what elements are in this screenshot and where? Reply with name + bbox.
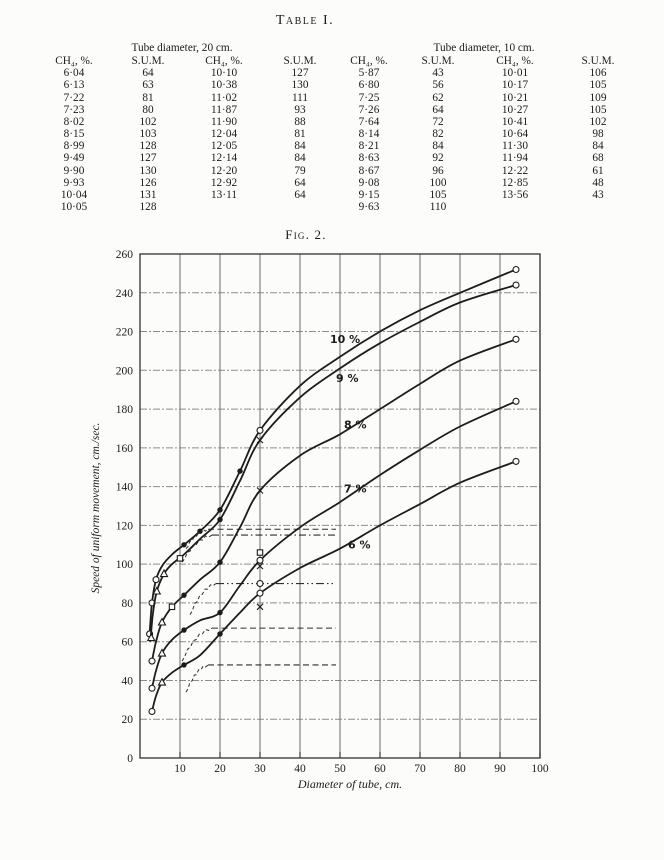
table-cell: 9·93 [63,176,85,189]
limit-connector [190,584,216,615]
open-circle-marker [513,282,519,288]
table-cell: 12·22 [501,164,529,177]
table-cell: 64 [432,103,444,116]
table-cell [470,201,560,213]
table-cell: 43 [592,188,604,201]
table-cell: 11·87 [211,103,237,116]
table-cell: 10·10 [210,67,238,80]
table-title: Table I. [275,13,335,28]
table-cell: 10·17 [501,79,529,92]
x-tick-label: 100 [531,762,549,775]
table-col-header: CH₄, %. [350,55,388,68]
series-label: 7 % [344,482,367,496]
table-cell: 43 [432,67,444,80]
table-cell: 105 [589,79,607,92]
series-label: 10 % [330,333,361,347]
data-table [32,42,636,213]
table-cell: 105 [429,188,447,201]
table-cell: 103 [139,128,157,141]
table-cell: 12·05 [210,140,238,153]
x-axis-label: Diameter of tube, cm. [297,776,403,791]
table-cell: 8·63 [358,152,380,165]
square-marker [257,550,262,555]
filled-circle-marker [181,592,186,597]
table-cell: 10·04 [60,188,88,201]
table-cell: 11·02 [211,91,237,104]
filled-circle-marker [217,517,222,522]
open-circle-marker [153,577,159,583]
table-cell: 6·80 [358,79,380,92]
table-cell: 9·90 [63,164,85,177]
table-cell: 7·22 [63,91,85,104]
table-col-header: CH₄, %. [496,55,534,68]
table-cell: 84 [432,140,444,153]
y-tick-label: 260 [115,249,133,261]
y-tick-label: 240 [115,287,133,300]
table-cell: 7·25 [358,91,380,104]
y-tick-label: 40 [121,675,133,688]
y-axis-label: Speed of uniform movement, cm./sec. [90,422,102,594]
y-tick-label: 200 [115,365,133,378]
x-tick-label: 80 [454,762,466,775]
series-curve [152,401,516,688]
limit-connector [186,529,208,548]
y-tick-label: 80 [121,597,133,610]
table-cell: 10·41 [501,115,529,128]
table-cell: 84 [294,140,306,153]
table-cell: 79 [294,164,306,177]
table-cell: 7·26 [358,103,380,116]
table-cell: 7·64 [358,115,380,128]
series-6pct [149,458,519,714]
limit-connector [186,665,208,692]
table-cell: 9·08 [358,176,380,189]
y-tick-label: 0 [127,752,133,765]
x-tick-label: 50 [334,762,346,775]
table-cell: 93 [294,103,306,116]
filled-circle-marker [217,560,222,565]
table-col-header: CH₄, %. [205,55,243,68]
table-cell: 106 [589,67,607,80]
table-cell: 13·56 [501,188,529,201]
table-cell [268,201,332,213]
table-cell: 128 [139,140,157,153]
table-cell: 81 [142,91,154,104]
series-label: 8 % [344,418,367,432]
x-tick-label: 30 [254,762,266,775]
table-cell: 61 [592,164,604,177]
x-tick-label: 20 [214,762,226,775]
x-tick-label: 10 [174,762,186,775]
table-cell: 100 [429,176,447,189]
filled-circle-marker [197,528,202,533]
x-tick-label: 70 [414,762,426,775]
open-circle-marker [513,458,519,464]
y-tick-label: 140 [115,481,133,494]
y-tick-label: 160 [115,442,133,455]
filled-circle-marker [217,507,222,512]
table-cell: 11·90 [211,115,237,128]
open-circle-marker [149,685,155,691]
filled-circle-marker [181,627,186,632]
y-tick-label: 60 [121,636,133,649]
table-cell: 7·23 [63,103,85,116]
table-cell: 12·20 [210,164,238,177]
table-cell: 10·38 [210,79,238,92]
table-cell: 80 [142,103,154,116]
table-cell: 72 [432,115,444,128]
table-col-header: CH₄, %. [55,55,93,68]
table-cell: 13·11 [211,188,237,201]
table-cell: 10·01 [501,67,529,80]
y-tick-label: 120 [115,520,133,533]
open-circle-marker [149,708,155,714]
table-cell: 10·21 [501,91,529,104]
table-cell: 12·04 [210,128,238,141]
chart-svg [0,246,664,798]
table-cell: 84 [592,140,604,153]
x-tick-label: 90 [494,762,506,775]
table-cell: 62 [432,91,444,104]
table-cell: 81 [294,128,306,141]
chart-grid [140,254,540,758]
open-circle-marker [149,658,155,664]
table-cell: 10·05 [60,201,88,214]
table-cell: 9·49 [63,152,85,165]
table-cell: 8·02 [63,115,85,128]
table-cell: 128 [139,201,157,214]
open-circle-marker [257,590,263,596]
table-cell: 92 [432,152,444,165]
table-cell: 48 [592,176,604,189]
figure-section [0,225,664,825]
table-cell: 9·63 [358,201,380,214]
series-label: 6 % [348,538,371,552]
x-tick-label: 60 [374,762,386,775]
table-cell: 88 [294,115,306,128]
table-group-header-10cm: Tube diameter, 10 cm. [433,42,535,54]
triangle-marker [159,619,166,626]
table-cell: 130 [291,79,309,92]
filled-circle-marker [181,542,186,547]
table-col-header: S.U.M. [131,55,165,68]
table-cell: 56 [432,79,444,92]
y-tick-label: 180 [115,404,133,417]
table-cell [180,201,268,213]
table-cell: 9·15 [358,188,380,201]
table-cell: 111 [291,91,309,104]
y-tick-label: 20 [121,714,133,727]
table-col-header: S.U.M. [283,55,317,68]
table-cell: 68 [592,152,604,165]
filled-circle-marker [217,610,222,615]
table-cell: 8·21 [358,140,380,153]
table-cell [560,201,636,213]
table-cell: 84 [294,152,306,165]
table-cell: 8·14 [358,128,380,141]
square-marker [177,556,182,561]
y-tick-label: 220 [115,326,133,339]
table-col-header: S.U.M. [581,55,615,68]
table-cell: 109 [589,91,607,104]
table-cell: 82 [432,128,444,141]
series-curve [152,461,516,711]
axis-tick-labels [116,249,549,775]
table-cell: 64 [294,176,306,189]
table-cell: 130 [139,164,157,177]
series-8pct [149,336,519,664]
open-circle-marker [513,398,519,404]
table-cell: 64 [142,67,154,80]
filled-circle-marker [237,468,242,473]
table-group-header-20cm: Tube diameter, 20 cm. [131,42,233,54]
series-label: 9 % [336,371,359,385]
table-cell: 63 [142,79,154,92]
table-cell: 102 [139,115,157,128]
table-cell: 12·92 [210,176,238,189]
limit-connector [182,628,212,661]
table-col-header: S.U.M. [421,55,455,68]
table-cell: 8·99 [63,140,85,153]
filled-circle-marker [217,631,222,636]
series-curve [152,339,516,661]
table-cell: 126 [139,176,157,189]
table-cell: 11·94 [502,152,528,165]
table-section [0,0,664,213]
filled-circle-marker [181,662,186,667]
table-cell: 127 [291,67,309,80]
table-cell: 10·64 [501,128,529,141]
table-cell: 8·67 [358,164,380,177]
table-cell: 110 [429,201,447,214]
table-cell: 6·13 [63,79,85,92]
table-cell: 127 [139,152,157,165]
open-circle-marker [257,581,263,587]
table-cell: 11·30 [502,140,528,153]
series-10pct [147,267,519,637]
table-cell: 131 [139,188,157,201]
series-7pct [149,398,519,691]
table-cell: 12·14 [210,152,238,165]
table-cell: 10·27 [501,103,529,116]
table-cell: 102 [589,115,607,128]
x-tick-label: 40 [294,762,306,775]
table-cell: 6·04 [63,67,85,80]
square-marker [169,604,174,609]
open-circle-marker [257,427,263,433]
figure-title: Fig. 2. [285,227,327,242]
open-circle-marker [513,336,519,342]
table-cell: 64 [294,188,306,201]
y-tick-label: 100 [115,559,133,572]
open-circle-marker [257,557,263,563]
table-cell: 105 [589,103,607,116]
table-cell: 12·85 [501,176,529,189]
table-cell: 8·15 [63,128,85,141]
table-cell: 96 [432,164,444,177]
open-circle-marker [513,267,519,273]
table-cell: 5·87 [358,67,380,80]
series-curve [150,270,516,634]
table-cell: 98 [592,128,604,141]
